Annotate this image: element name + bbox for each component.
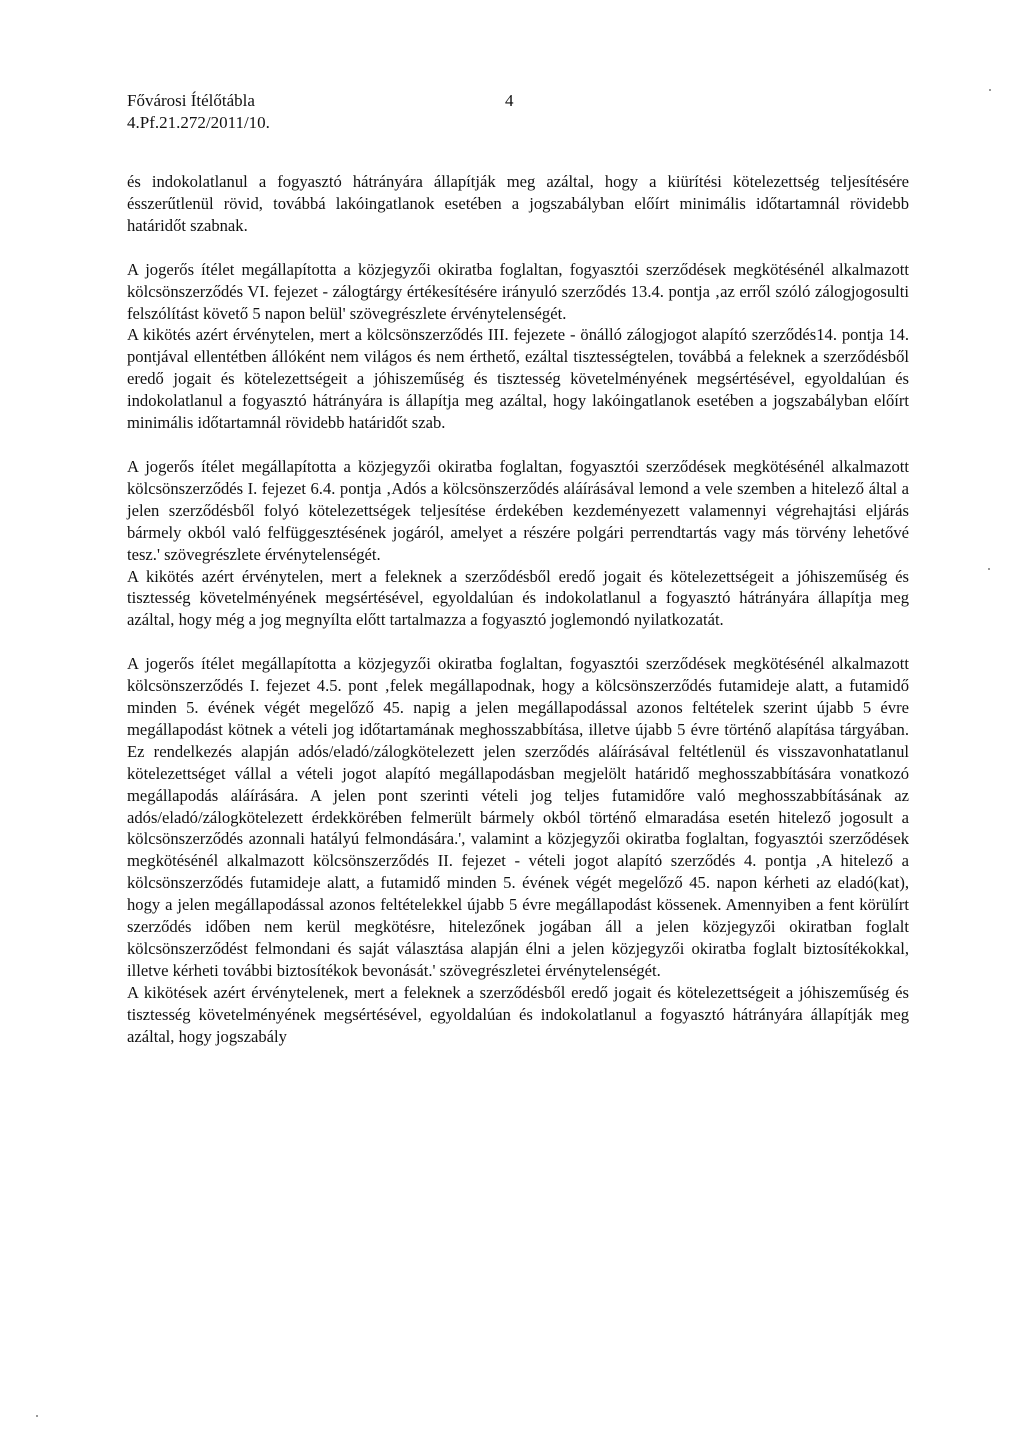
paragraph: A jogerős ítélet megállapította a közjegyzői okiratba foglaltan, fogyasztói szerződések megkötésénél alkalmazott kölcsönszerződés I. fejezet 6.4. pontja ‚Adós a kölcsönszerződés aláírásával lemond a vele szemben a hitelező által a jelen szerződésből folyó kötelezettségek teljesítése érdekében kezdeményezett valamennyi végrehajtási eljárás bármely okból való felfüggesztésének jogáról, amelyet a részére polgári perrendtartás vagy más törvény lehetővé tesz.' szövegrészlete érvénytelenségét. <box>127 456 909 564</box>
paragraph: A kikötések azért érvénytelenek, mert a feleknek a szerződésből eredő jogait és kötelezettségeit a jóhiszeműség és tisztesség követelményének megsértésével, egyoldalúan és indokolatlanul a fogyasztó hátrányára állapítják meg azáltal, hogy jogszabály <box>127 982 909 1046</box>
paragraph: A kikötés azért érvénytelen, mert a kölcsönszerződés III. fejezete - önálló zálogjogot alapító szerződés14. pontja 14. pontjával ellentétben állóként nem világos és nem érthető, ezáltal tisztességtelen, továbbá a feleknek a szerződésből eredő jogait és kötelezettségeit a jóhiszeműség és tisztesség követelményének megsértésével, egyoldalúan és indokolatlanul a fogyasztó hátrányára is állapítja meg azáltal, hogy lakóingatlanok esetében a jogszabályban előírt minimális időtartamnál rövidebb határidőt szab. <box>127 325 909 433</box>
paragraph: A jogerős ítélet megállapította a közjegyzői okiratba foglaltan, fogyasztói szerződések megkötésénél alkalmazott kölcsönszerződés I. fejezet 4.5. pont ‚felek megállapodnak, hogy a kölcsönszerződés futamideje alatt, a futamidő minden 5. évének végét megelőző 45. napig a jelen megállapodással azonos feltételek szerint újabb 5 évre megállapodást kötnek a vételi jog időtartamának meghosszabbítása, illetve újabb 5 évre történő alapítása tárgyában. Ez rendelkezés alapján adós/eladó/zálogkötelezett jelen szerződés aláírásával feltétlenül és visszavonhatatlanul kötelezettséget vállal a vételi jogot alapító megállapodásban megjelölt határidő meghosszabbítására vonatkozó megállapodás aláírására. A jelen pont szerinti vételi jog teljes futamidőre való meghosszabbításának az adós/eladó/zálogkötelezett érdekkörében felmerült bármely okból történő elmaradása esetén hitelező jogosult a kölcsönszerződés azonnali hatályú felmondására.', valamint a közjegyzői okiratba foglaltan, fogyasztói szerződések megkötésénél alkalmazott kölcsönszerződés II. fejezet - vételi jogot alapító szerződés 4. pontja ‚A hitelező a kölcsönszerződés futamideje alatt, a futamidő minden 5. évének végét megelőző 45. napon kérheti az eladó(kat), hogy a jelen megállapodással azonos feltételekkel újabb 5 évre megállapodást kössenek. Amennyiben a fent körülírt szerződés időben nem kerül megkötésre, hitelezőnek jogában áll a jelen közjegyzői okiratban foglalt kölcsönszerződést felmondani és saját választása alapján élni a jelen közjegyzői okiratba foglalt biztosítékokkal, illetve kérheti további biztosítékok bevonását.' szövegrészletei érvénytelenségét. <box>127 654 909 980</box>
document-body <box>127 171 909 1048</box>
paragraph: A kikötés azért érvénytelen, mert a feleknek a szerződésből eredő jogait és kötelezettségeit a jóhiszeműség és tisztesség követelményének megsértésével, egyoldalúan és indokolatlanul a fogyasztó hátrányára állapítja meg azáltal, hogy még a jog megnyílta előtt tartalmazza a fogyasztó joglemondó nyilatkozatát. <box>127 566 909 630</box>
scan-speck <box>988 568 990 570</box>
scan-speck <box>36 1415 38 1417</box>
document-header <box>127 90 270 134</box>
paragraph: és indokolatlanul a fogyasztó hátrányára állapítják meg azáltal, hogy a kiürítési kötelezettség teljesítésére ésszerűtlenül rövid, továbbá lakóingatlanok esetében a jogszabályban előírt minimális időtartamnál rövidebb határidőt szabnak. <box>127 172 909 235</box>
paragraph: A jogerős ítélet megállapította a közjegyzői okiratba foglaltan, fogyasztói szerződések megkötésénél alkalmazott kölcsönszerződés VI. fejezet - zálogtárgy értékesítésére irányuló szerződés 13.4. pontja ‚az erről szóló zálogjogosulti felszólítást követő 5 napon belül' szövegrészlete érvénytelenségét. <box>127 259 909 323</box>
court-name: Fővárosi Ítélőtábla <box>127 91 255 110</box>
scan-speck <box>989 89 991 91</box>
case-number: 4.Pf.21.272/2011/10. <box>127 113 270 132</box>
page-number: 4 <box>505 91 514 110</box>
